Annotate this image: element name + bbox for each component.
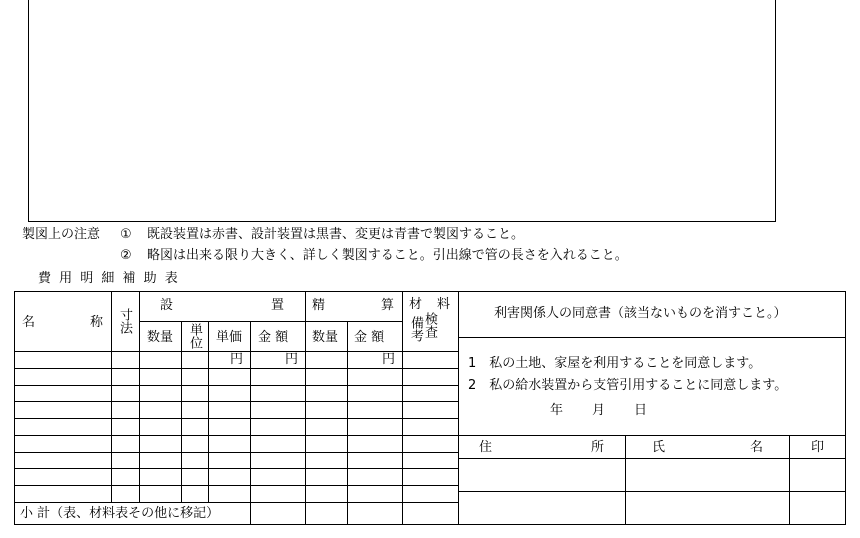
header-unit: 単位 <box>187 323 202 349</box>
header-name-2: 称 <box>90 315 104 330</box>
note-2-number: ② <box>120 248 132 263</box>
currency-unit-price: 円 <box>230 352 244 367</box>
consent-title: 利害関係人の同意書（該当ないものを消すこと。） <box>494 306 787 321</box>
consent-day: 日 <box>634 403 648 418</box>
header-install-1: 設 <box>160 298 174 313</box>
note-2-text: 略図は出来る限り大きく、詳しく製図すること。引出線で管の長さを入れること。 <box>147 248 628 263</box>
consent-col-name-1: 氏 <box>652 440 666 455</box>
header-amount-settle: 金 額 <box>354 330 385 345</box>
currency-install-amount: 円 <box>285 352 299 367</box>
cost-table-title: 費 用 明 細 補 助 表 <box>38 271 180 286</box>
drawing-area <box>28 0 776 222</box>
note-1-text: 既設装置は赤書、設計装置は黒書、変更は青書で製図すること。 <box>147 227 525 242</box>
header-material-2: 料 <box>437 297 451 312</box>
notes-label: 製図上の注意 <box>22 227 101 242</box>
currency-settle-amount: 円 <box>382 352 396 367</box>
consent-month: 月 <box>592 403 606 418</box>
consent-col-name-2: 名 <box>750 440 764 455</box>
header-amount-install: 金 額 <box>258 330 289 345</box>
header-material-1: 材 <box>409 297 423 312</box>
consent-col-seal: 印 <box>811 440 825 455</box>
subtotal-label: 小 計（表、材料表その他に移記） <box>20 506 220 521</box>
header-size: 寸法 <box>117 308 132 334</box>
header-remarks: 備考 <box>408 316 423 342</box>
consent-col-address-1: 住 <box>479 440 493 455</box>
header-settle-1: 精 <box>312 298 326 313</box>
header-settle-2: 算 <box>381 298 395 313</box>
consent-year: 年 <box>550 403 564 418</box>
header-qty: 数量 <box>147 330 174 345</box>
header-inspect: 検査 <box>422 312 437 338</box>
note-1-number: ① <box>120 227 132 242</box>
header-unit-price: 単価 <box>216 330 243 345</box>
consent-item-2: 2 私の給水装置から支管引用することに同意します。 <box>468 378 788 393</box>
consent-col-address-2: 所 <box>591 440 605 455</box>
header-install-2: 置 <box>271 298 285 313</box>
consent-item-1: 1 私の土地、家屋を利用することを同意します。 <box>468 356 762 371</box>
header-qty-settle: 数量 <box>312 330 339 345</box>
header-name-1: 名 <box>22 315 36 330</box>
